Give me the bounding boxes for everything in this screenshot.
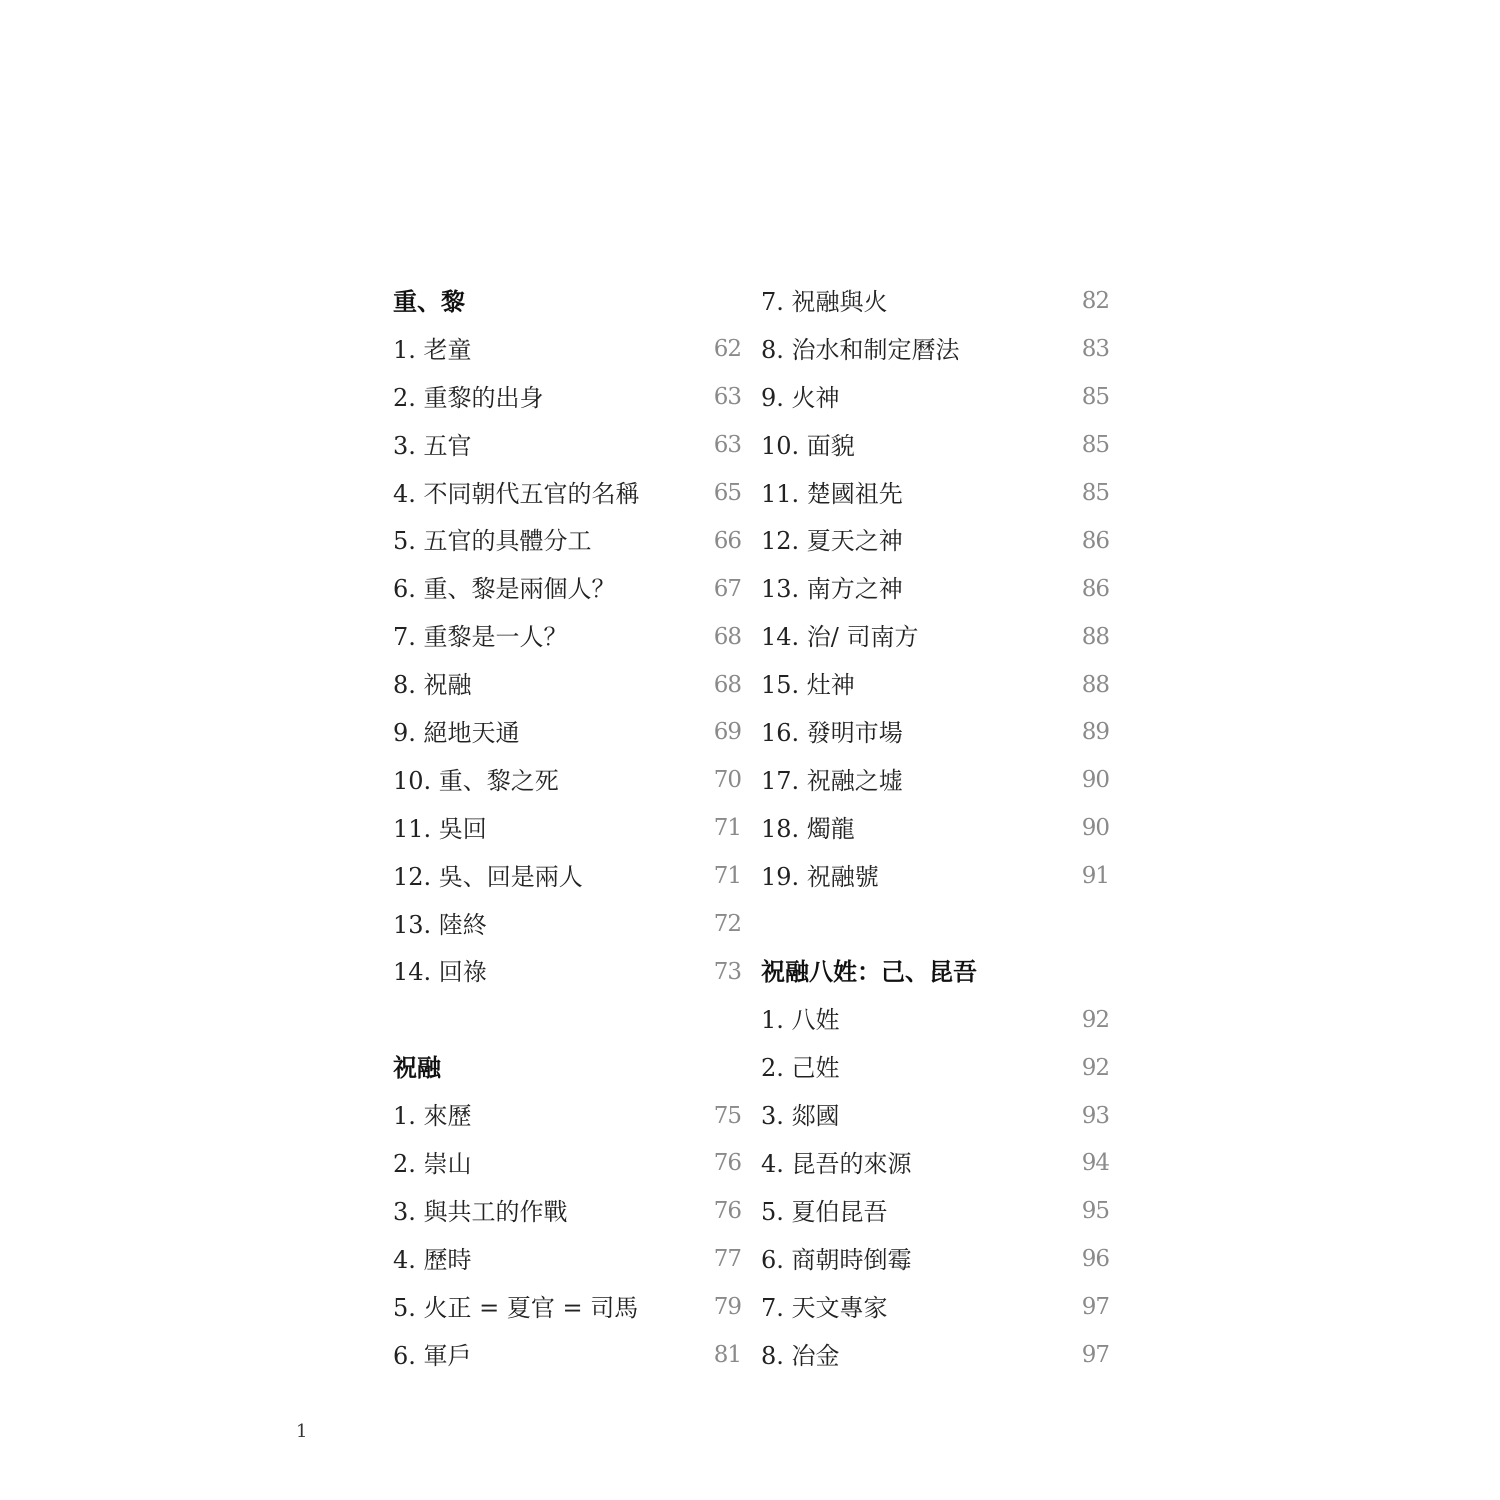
toc-entry-page: 66 xyxy=(713,527,741,554)
toc-entry-title: 11. 吳回 xyxy=(393,814,487,843)
toc-entry-page: 88 xyxy=(1081,623,1109,650)
toc-entry-page: 71 xyxy=(713,863,741,890)
toc-entry xyxy=(761,805,1109,853)
toc-entry-page: 67 xyxy=(713,575,741,602)
toc-entry-page: 97 xyxy=(1081,1342,1109,1369)
toc-entry-title: 13. 南方之神 xyxy=(761,575,903,604)
toc-entry xyxy=(761,709,1109,757)
toc-entry xyxy=(761,517,1109,565)
toc-entry xyxy=(761,613,1109,661)
toc-section-heading xyxy=(761,948,1109,996)
toc-entry-page: 82 xyxy=(1081,288,1109,315)
toc-entry-title: 12. 夏天之神 xyxy=(761,527,903,556)
toc-entry-page: 62 xyxy=(713,336,741,363)
toc-entry-page: 63 xyxy=(713,432,741,459)
toc-entry xyxy=(393,948,741,996)
toc-entry-title: 4. 昆吾的來源 xyxy=(761,1149,912,1178)
toc-entry-page: 97 xyxy=(1081,1294,1109,1321)
toc-entry xyxy=(761,278,1109,326)
toc-entry-title: 1. 老童 xyxy=(393,335,472,364)
toc-spacer xyxy=(393,996,741,1044)
toc-entry-title: 5. 五官的具體分工 xyxy=(393,527,592,556)
toc-entry-page: 77 xyxy=(713,1246,741,1273)
toc-entry-title: 4. 歷時 xyxy=(393,1245,472,1274)
toc-entry xyxy=(761,1236,1109,1284)
toc-entry-page: 79 xyxy=(713,1294,741,1321)
toc-entry xyxy=(761,565,1109,613)
toc-entry xyxy=(393,1140,741,1188)
toc-entry-title: 13. 陸終 xyxy=(393,910,487,939)
toc-entry-page: 83 xyxy=(1081,336,1109,363)
toc-entry xyxy=(761,470,1109,518)
toc-entry-page: 86 xyxy=(1081,527,1109,554)
toc-entry-title: 10. 面貌 xyxy=(761,431,855,460)
toc-entry-page: 76 xyxy=(713,1150,741,1177)
toc-entry xyxy=(393,613,741,661)
toc-entry xyxy=(761,1044,1109,1092)
toc-entry xyxy=(761,853,1109,901)
toc-entry xyxy=(393,709,741,757)
toc-entry-title: 8. 冶金 xyxy=(761,1341,840,1370)
toc-entry-page: 86 xyxy=(1081,575,1109,602)
toc-entry xyxy=(761,422,1109,470)
toc-entry-page: 71 xyxy=(713,815,741,842)
toc-entry-page: 68 xyxy=(713,623,741,650)
toc-entry-title: 17. 祝融之墟 xyxy=(761,766,903,795)
toc-entry-title: 9. 絕地天通 xyxy=(393,718,520,747)
toc-entry xyxy=(761,661,1109,709)
toc-entry-title: 6. 軍戶 xyxy=(393,1341,472,1370)
toc-entry-page: 73 xyxy=(713,958,741,985)
toc-entry-page: 89 xyxy=(1081,719,1109,746)
toc-entry xyxy=(393,853,741,901)
toc-entry-title: 14. 治/ 司南方 xyxy=(761,623,919,652)
page-number: 1 xyxy=(296,1421,308,1442)
toc-entry-page: 92 xyxy=(1081,1006,1109,1033)
toc-entry-title: 15. 灶神 xyxy=(761,671,855,700)
toc-entry-title: 7. 天文專家 xyxy=(761,1293,888,1322)
toc-entry xyxy=(393,661,741,709)
toc-entry-page: 85 xyxy=(1081,432,1109,459)
toc-entry-page: 85 xyxy=(1081,384,1109,411)
toc-entry-page: 94 xyxy=(1081,1150,1109,1177)
toc-entry xyxy=(393,326,741,374)
toc-entry xyxy=(393,1236,741,1284)
toc-entry xyxy=(393,422,741,470)
toc-entry-title: 5. 夏伯昆吾 xyxy=(761,1197,888,1226)
toc-entry-title: 3. 與共工的作戰 xyxy=(393,1197,568,1226)
toc-entry-title: 19. 祝融號 xyxy=(761,862,879,891)
toc-entry xyxy=(761,1188,1109,1236)
toc-entry xyxy=(761,1284,1109,1332)
toc-entry-title: 18. 燭龍 xyxy=(761,814,855,843)
toc-entry-title: 3. 郯國 xyxy=(761,1102,840,1131)
toc-entry xyxy=(393,757,741,805)
toc-entry-page: 69 xyxy=(713,719,741,746)
toc-right-column xyxy=(761,278,1109,1379)
toc-entry-page: 96 xyxy=(1081,1246,1109,1273)
section-heading-title: 重、黎 xyxy=(393,286,465,316)
toc-entry-title: 2. 重黎的出身 xyxy=(393,383,544,412)
toc-entry-page: 85 xyxy=(1081,480,1109,506)
toc-entry xyxy=(393,1092,741,1140)
toc-entry xyxy=(761,326,1109,374)
toc-entry-page: 63 xyxy=(713,384,741,411)
toc-entry xyxy=(761,374,1109,422)
toc-entry xyxy=(393,1284,741,1332)
toc-entry-title: 8. 治水和制定曆法 xyxy=(761,335,960,364)
toc-entry xyxy=(393,374,741,422)
section-heading-title: 祝融 xyxy=(393,1053,441,1083)
toc-entry xyxy=(761,1092,1109,1140)
toc-entry-page: 70 xyxy=(713,767,741,794)
toc-entry-page: 76 xyxy=(713,1198,741,1225)
toc-entry xyxy=(761,1332,1109,1380)
toc-entry-page: 90 xyxy=(1081,767,1109,794)
toc-entry xyxy=(393,470,741,518)
toc-entry-page: 88 xyxy=(1081,671,1109,698)
toc-entry xyxy=(393,901,741,949)
toc-entry xyxy=(393,1332,741,1380)
toc-entry xyxy=(393,565,741,613)
toc-section-heading xyxy=(393,278,741,326)
toc-section-heading xyxy=(393,1044,741,1092)
toc-entry xyxy=(761,1140,1109,1188)
toc-entry-page: 92 xyxy=(1081,1054,1109,1081)
toc-entry-title: 2. 崇山 xyxy=(393,1149,472,1178)
toc-entry-title: 8. 祝融 xyxy=(393,671,472,700)
toc-entry-title: 12. 吳、回是兩人 xyxy=(393,862,583,891)
toc-entry xyxy=(393,805,741,853)
section-heading-title: 祝融八姓：己、昆吾 xyxy=(761,957,977,987)
toc-entry-title: 5. 火正 = 夏官 = 司馬 xyxy=(393,1293,639,1322)
toc-entry xyxy=(393,1188,741,1236)
toc-entry-title: 1. 來歷 xyxy=(393,1102,472,1131)
toc-entry-title: 7. 祝融與火 xyxy=(761,287,888,316)
toc-entry-page: 95 xyxy=(1081,1198,1109,1225)
toc-entry-title: 9. 火神 xyxy=(761,383,840,412)
toc-entry-title: 7. 重黎是一人？ xyxy=(393,623,568,652)
toc-entry-title: 10. 重、黎之死 xyxy=(393,766,559,795)
toc-entry-title: 16. 發明市場 xyxy=(761,718,903,747)
toc-entry-page: 81 xyxy=(713,1342,741,1369)
toc-entry xyxy=(761,757,1109,805)
toc-entry-page: 91 xyxy=(1081,863,1109,890)
toc-entry-title: 14. 回祿 xyxy=(393,958,487,987)
toc-entry-title: 1. 八姓 xyxy=(761,1006,840,1035)
toc-spacer xyxy=(761,901,1109,949)
toc-entry-title: 3. 五官 xyxy=(393,431,472,460)
toc-entry-title: 11. 楚國祖先 xyxy=(761,479,903,508)
toc-entry-page: 90 xyxy=(1081,815,1109,842)
toc-entry-title: 2. 己姓 xyxy=(761,1054,840,1083)
toc-entry-title: 4. 不同朝代五官的名稱 xyxy=(393,479,640,508)
toc-entry-page: 75 xyxy=(713,1102,741,1129)
toc-entry xyxy=(393,517,741,565)
toc-entry xyxy=(761,996,1109,1044)
toc-entry-page: 65 xyxy=(713,480,741,506)
toc-left-column xyxy=(393,278,741,1379)
toc-entry-page: 72 xyxy=(713,911,741,938)
toc-entry-page: 93 xyxy=(1081,1102,1109,1129)
toc-entry-title: 6. 商朝時倒霉 xyxy=(761,1245,912,1274)
toc-entry-title: 6. 重、黎是兩個人？ xyxy=(393,575,616,604)
toc-entry-page: 68 xyxy=(713,671,741,698)
